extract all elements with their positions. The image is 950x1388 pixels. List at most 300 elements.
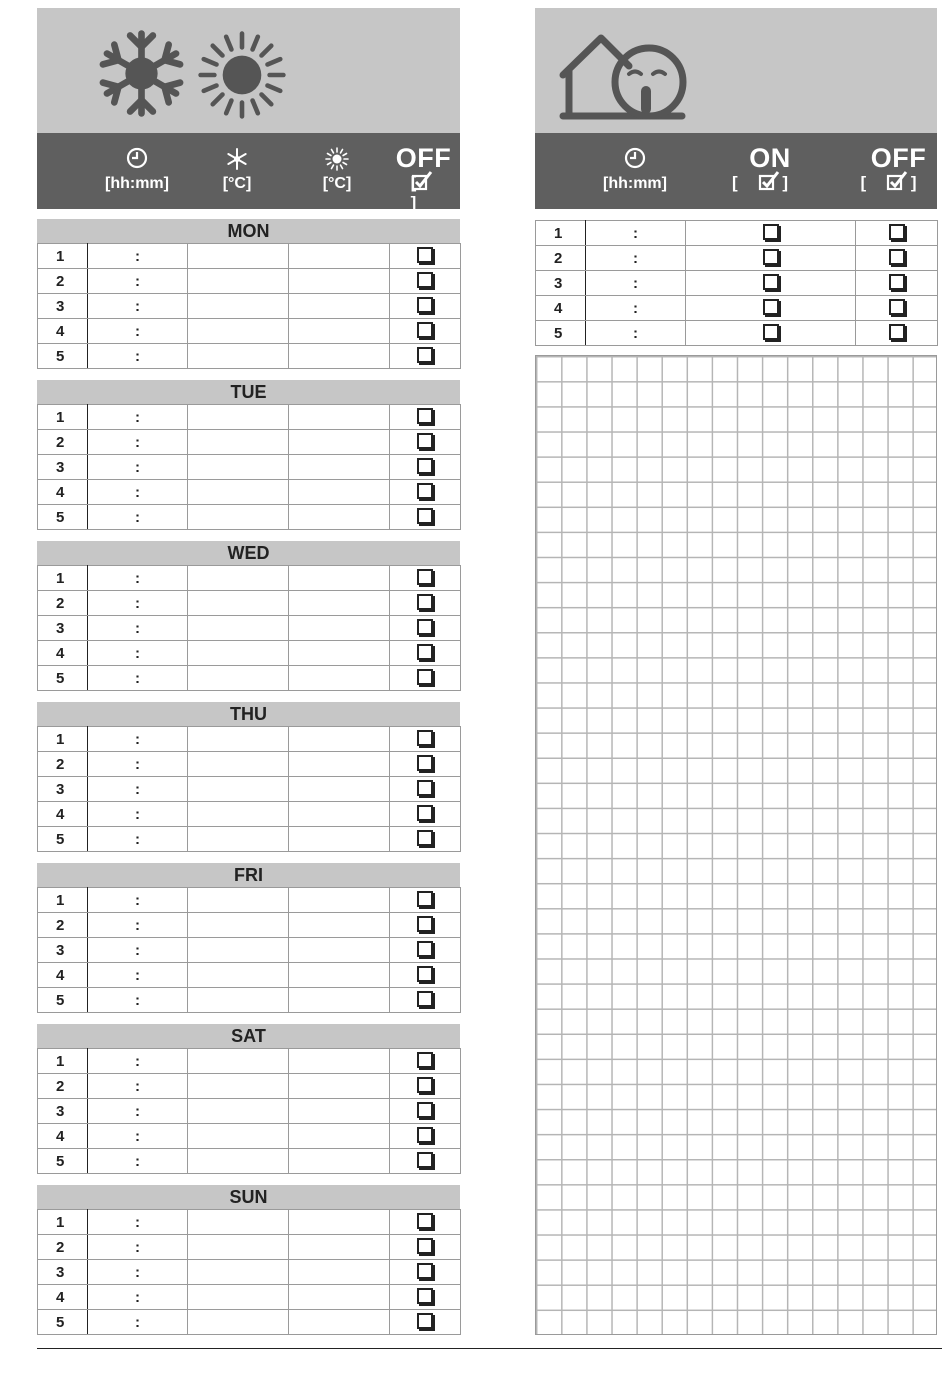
heat-temp-cell[interactable] — [289, 294, 390, 319]
off-cell — [856, 221, 938, 246]
table-row — [38, 294, 461, 319]
time-cell[interactable]: : — [586, 246, 686, 271]
time-cell[interactable]: : — [88, 1285, 188, 1310]
cool-temp-cell[interactable] — [188, 827, 289, 852]
row-number: 2 — [38, 430, 88, 455]
checkbox-icon[interactable] — [889, 324, 905, 340]
right-time-column-header — [585, 133, 685, 209]
checkbox-icon[interactable] — [417, 916, 433, 932]
cool-temp-cell[interactable] — [188, 430, 289, 455]
checkbox-icon[interactable] — [417, 730, 433, 746]
checkbox-icon[interactable] — [417, 966, 433, 982]
time-cell[interactable]: : — [88, 566, 188, 591]
heat-temp-cell[interactable] — [289, 963, 390, 988]
table-row — [38, 802, 461, 827]
row-number: 5 — [38, 1149, 88, 1174]
quiet-house-icon — [557, 30, 692, 125]
cool-temp-cell[interactable] — [188, 988, 289, 1013]
time-cell[interactable]: : — [586, 271, 686, 296]
heat-temp-cell[interactable] — [289, 1210, 390, 1235]
table-row — [536, 246, 938, 271]
checkmark-icon — [886, 171, 908, 191]
heat-temp-cell[interactable] — [289, 1260, 390, 1285]
day-section-thu — [37, 702, 460, 852]
table-row — [536, 321, 938, 346]
sun-icon — [196, 29, 288, 121]
heat-temp-cell[interactable] — [289, 1074, 390, 1099]
cool-temp-cell[interactable] — [188, 616, 289, 641]
time-cell[interactable]: : — [88, 777, 188, 802]
off-check-bracket: [ ] — [410, 173, 437, 212]
cool-temp-cell[interactable] — [188, 1124, 289, 1149]
row-number: 4 — [38, 1124, 88, 1149]
on-cell — [686, 296, 856, 321]
cool-temp-cell[interactable] — [188, 666, 289, 691]
off-cell — [390, 1310, 461, 1335]
checkbox-icon[interactable] — [417, 1263, 433, 1279]
heat-temp-cell[interactable] — [289, 344, 390, 369]
day-section-sun — [37, 1185, 460, 1335]
time-cell[interactable]: : — [88, 913, 188, 938]
row-number: 1 — [38, 1210, 88, 1235]
right-off-check-label — [860, 173, 937, 193]
checkbox-icon[interactable] — [417, 1127, 433, 1143]
on-check-label — [720, 173, 820, 193]
time-cell[interactable]: : — [88, 455, 188, 480]
off-cell — [390, 727, 461, 752]
row-number: 1 — [536, 221, 586, 246]
cool-temp-cell[interactable] — [188, 566, 289, 591]
checkbox-icon[interactable] — [417, 1152, 433, 1168]
table-row — [38, 455, 461, 480]
time-cell[interactable]: : — [586, 296, 686, 321]
time-cell[interactable]: : — [88, 963, 188, 988]
clock-icon — [624, 147, 646, 169]
time-cell[interactable]: : — [88, 641, 188, 666]
table-row — [38, 344, 461, 369]
day-section-mon — [37, 219, 460, 369]
heat-temp-cell[interactable] — [289, 1310, 390, 1335]
off-cell — [390, 802, 461, 827]
row-number: 1 — [38, 1049, 88, 1074]
checkbox-icon[interactable] — [417, 1052, 433, 1068]
heat-temp-cell[interactable] — [289, 727, 390, 752]
checkbox-icon[interactable] — [417, 408, 433, 424]
checkbox-icon[interactable] — [417, 991, 433, 1007]
off-cell — [856, 246, 938, 271]
checkmark-icon — [411, 171, 433, 191]
table-row — [38, 913, 461, 938]
checkbox-icon[interactable] — [417, 458, 433, 474]
off-cell — [390, 1210, 461, 1235]
time-cell[interactable]: : — [88, 405, 188, 430]
off-cell — [856, 296, 938, 321]
off-cell — [390, 505, 461, 530]
heat-column-header — [287, 133, 387, 209]
day-section-sat — [37, 1024, 460, 1174]
off-cell — [390, 294, 461, 319]
cool-temp-cell[interactable] — [188, 319, 289, 344]
cool-temp-cell[interactable] — [188, 455, 289, 480]
off-cell — [390, 566, 461, 591]
right-schedule-table — [535, 220, 937, 346]
row-number: 5 — [38, 344, 88, 369]
row-number: 2 — [38, 1235, 88, 1260]
time-cell[interactable]: : — [88, 244, 188, 269]
checkbox-icon[interactable] — [417, 644, 433, 660]
row-number: 4 — [38, 1285, 88, 1310]
time-cell[interactable]: : — [88, 752, 188, 777]
heat-temp-cell[interactable] — [289, 988, 390, 1013]
checkbox-icon[interactable] — [763, 299, 779, 315]
checkbox-icon[interactable] — [417, 569, 433, 585]
row-number: 3 — [38, 294, 88, 319]
row-number: 3 — [38, 1260, 88, 1285]
checkbox-icon[interactable] — [417, 297, 433, 313]
table-row — [38, 641, 461, 666]
heat-temp-cell[interactable] — [289, 938, 390, 963]
row-number: 5 — [38, 827, 88, 852]
time-column-header — [87, 133, 187, 209]
checkbox-icon[interactable] — [417, 347, 433, 363]
footer-rule — [37, 1348, 942, 1349]
cool-column-header — [187, 133, 287, 209]
cool-temp-cell[interactable] — [188, 1210, 289, 1235]
off-cell — [390, 938, 461, 963]
time-cell[interactable]: : — [88, 505, 188, 530]
off-cell — [390, 591, 461, 616]
cool-temp-cell[interactable] — [188, 938, 289, 963]
right-time-unit-label: [hh:mm] — [603, 175, 667, 192]
off-cell — [390, 913, 461, 938]
cool-temp-cell[interactable] — [188, 405, 289, 430]
row-number: 2 — [38, 591, 88, 616]
heat-temp-cell[interactable] — [289, 913, 390, 938]
on-cell — [686, 271, 856, 296]
off-cell — [390, 405, 461, 430]
cool-temp-cell[interactable] — [188, 1099, 289, 1124]
cool-temp-cell[interactable] — [188, 480, 289, 505]
checkbox-icon[interactable] — [417, 941, 433, 957]
row-number: 2 — [38, 752, 88, 777]
off-cell — [390, 888, 461, 913]
checkbox-icon[interactable] — [763, 249, 779, 265]
off-cell — [390, 244, 461, 269]
table-row — [38, 566, 461, 591]
table-row — [38, 1074, 461, 1099]
heat-temp-cell[interactable] — [289, 505, 390, 530]
heat-temp-cell[interactable] — [289, 269, 390, 294]
checkbox-icon[interactable] — [417, 1102, 433, 1118]
heat-temp-cell[interactable] — [289, 1285, 390, 1310]
off-cell — [856, 321, 938, 346]
off-cell — [390, 827, 461, 852]
on-cell — [686, 321, 856, 346]
cool-temp-cell[interactable] — [188, 591, 289, 616]
off-label: OFF — [395, 143, 452, 173]
cool-temp-cell[interactable] — [188, 1285, 289, 1310]
table-row — [38, 1049, 461, 1074]
heat-temp-cell[interactable] — [289, 641, 390, 666]
row-number: 5 — [38, 988, 88, 1013]
time-cell[interactable]: : — [586, 221, 686, 246]
sun-small-icon — [325, 147, 349, 171]
cool-temp-cell[interactable] — [188, 1074, 289, 1099]
time-cell[interactable]: : — [88, 1124, 188, 1149]
table-row — [38, 666, 461, 691]
cool-temp-cell[interactable] — [188, 344, 289, 369]
time-unit-label: [hh:mm] — [105, 175, 169, 192]
off-cell — [390, 1099, 461, 1124]
heat-temp-cell[interactable] — [289, 777, 390, 802]
cool-temp-cell[interactable] — [188, 1310, 289, 1335]
on-cell — [686, 246, 856, 271]
time-cell[interactable]: : — [88, 344, 188, 369]
off-cell — [390, 344, 461, 369]
checkbox-icon[interactable] — [417, 805, 433, 821]
time-cell[interactable]: : — [88, 938, 188, 963]
table-row — [38, 269, 461, 294]
checkbox-icon[interactable] — [417, 1288, 433, 1304]
snowflake-small-icon — [225, 147, 249, 171]
checkbox-icon[interactable] — [417, 780, 433, 796]
cool-temp-cell[interactable] — [188, 802, 289, 827]
row-number: 4 — [536, 296, 586, 321]
checkbox-icon[interactable] — [417, 830, 433, 846]
cool-temp-cell[interactable] — [188, 641, 289, 666]
heat-temp-cell[interactable] — [289, 1124, 390, 1149]
heat-temp-cell[interactable] — [289, 1049, 390, 1074]
time-cell[interactable]: : — [88, 802, 188, 827]
off-cell — [390, 1285, 461, 1310]
checkbox-icon[interactable] — [417, 483, 433, 499]
time-cell[interactable]: : — [88, 666, 188, 691]
checkbox-icon[interactable] — [889, 299, 905, 315]
table-row — [38, 1235, 461, 1260]
checkbox-icon[interactable] — [417, 322, 433, 338]
checkbox-icon[interactable] — [763, 274, 779, 290]
left-icon-banner — [37, 8, 460, 133]
table-row — [38, 727, 461, 752]
cool-temp-cell[interactable] — [188, 1149, 289, 1174]
checkbox-icon[interactable] — [417, 508, 433, 524]
day-section-wed — [37, 541, 460, 691]
day-header: SAT — [37, 1024, 460, 1048]
cool-temp-cell[interactable] — [188, 1049, 289, 1074]
cool-temp-cell[interactable] — [188, 294, 289, 319]
time-cell[interactable]: : — [88, 591, 188, 616]
off-check-label — [387, 173, 460, 213]
off-cell — [390, 455, 461, 480]
row-number: 1 — [38, 566, 88, 591]
time-cell[interactable]: : — [88, 1260, 188, 1285]
row-number: 2 — [38, 269, 88, 294]
cool-temp-cell[interactable] — [188, 505, 289, 530]
off-cell — [390, 269, 461, 294]
table-row — [38, 405, 461, 430]
off-cell — [390, 1074, 461, 1099]
checkbox-icon[interactable] — [417, 1238, 433, 1254]
cool-temp-cell[interactable] — [188, 1260, 289, 1285]
table-row — [38, 1149, 461, 1174]
row-number: 3 — [38, 616, 88, 641]
table-row — [38, 888, 461, 913]
checkbox-icon[interactable] — [417, 272, 433, 288]
day-header: WED — [37, 541, 460, 565]
checkbox-icon[interactable] — [417, 594, 433, 610]
right-icon-banner — [535, 8, 937, 133]
row-number: 2 — [536, 246, 586, 271]
right-off-check-bracket: [ ] — [860, 173, 937, 192]
heat-temp-cell[interactable] — [289, 480, 390, 505]
checkbox-icon[interactable] — [417, 619, 433, 635]
row-number: 4 — [38, 480, 88, 505]
off-cell — [390, 1260, 461, 1285]
off-cell — [390, 1149, 461, 1174]
table-row — [536, 296, 938, 321]
checkbox-icon[interactable] — [417, 1313, 433, 1329]
row-number: 5 — [38, 505, 88, 530]
day-header: MON — [37, 219, 460, 243]
heat-temp-cell[interactable] — [289, 319, 390, 344]
table-row — [38, 616, 461, 641]
day-header: THU — [37, 702, 460, 726]
off-cell — [390, 1049, 461, 1074]
heat-temp-cell[interactable] — [289, 455, 390, 480]
cool-temp-cell[interactable] — [188, 913, 289, 938]
right-column-header — [535, 133, 937, 209]
day-header: SUN — [37, 1185, 460, 1209]
time-cell[interactable]: : — [88, 616, 188, 641]
table-row — [38, 988, 461, 1013]
day-header: TUE — [37, 380, 460, 404]
checkbox-icon[interactable] — [417, 247, 433, 263]
off-cell — [390, 1235, 461, 1260]
heat-temp-cell[interactable] — [289, 430, 390, 455]
time-cell[interactable]: : — [88, 1235, 188, 1260]
heat-temp-cell[interactable] — [289, 1235, 390, 1260]
time-cell[interactable]: : — [586, 321, 686, 346]
right-off-column-header — [860, 133, 937, 209]
time-cell[interactable]: : — [88, 1074, 188, 1099]
time-cell[interactable]: : — [88, 1049, 188, 1074]
checkbox-icon[interactable] — [763, 224, 779, 240]
table-row — [38, 938, 461, 963]
cool-temp-cell[interactable] — [188, 888, 289, 913]
time-cell[interactable]: : — [88, 827, 188, 852]
heat-temp-cell[interactable] — [289, 405, 390, 430]
left-column-header — [37, 133, 460, 212]
heat-temp-cell[interactable] — [289, 752, 390, 777]
heat-temp-cell[interactable] — [289, 1149, 390, 1174]
row-number: 4 — [38, 963, 88, 988]
checkbox-icon[interactable] — [417, 891, 433, 907]
notes-grid[interactable] — [535, 355, 937, 1335]
off-cell — [390, 752, 461, 777]
checkbox-icon[interactable] — [417, 755, 433, 771]
cool-temp-cell[interactable] — [188, 269, 289, 294]
heat-temp-cell[interactable] — [289, 566, 390, 591]
checkbox-icon[interactable] — [889, 274, 905, 290]
off-cell — [390, 1124, 461, 1149]
off-column-header — [387, 133, 460, 212]
day-header: FRI — [37, 863, 460, 887]
table-row — [38, 963, 461, 988]
cool-temp-cell[interactable] — [188, 244, 289, 269]
time-cell[interactable]: : — [88, 888, 188, 913]
time-cell[interactable]: : — [88, 319, 188, 344]
table-row — [38, 430, 461, 455]
time-cell[interactable]: : — [88, 294, 188, 319]
time-cell[interactable]: : — [88, 1149, 188, 1174]
time-cell[interactable]: : — [88, 480, 188, 505]
heat-temp-cell[interactable] — [289, 244, 390, 269]
table-row — [38, 505, 461, 530]
on-cell — [686, 221, 856, 246]
cool-temp-cell[interactable] — [188, 777, 289, 802]
off-cell — [390, 430, 461, 455]
time-cell[interactable]: : — [88, 430, 188, 455]
heat-temp-cell[interactable] — [289, 591, 390, 616]
heat-temp-cell[interactable] — [289, 827, 390, 852]
checkbox-icon[interactable] — [417, 433, 433, 449]
row-number: 4 — [38, 802, 88, 827]
table-row — [536, 271, 938, 296]
heat-temp-cell[interactable] — [289, 616, 390, 641]
row-number: 1 — [38, 727, 88, 752]
checkbox-icon[interactable] — [417, 1213, 433, 1229]
table-row — [38, 319, 461, 344]
checkbox-icon[interactable] — [889, 224, 905, 240]
heat-temp-cell[interactable] — [289, 802, 390, 827]
on-check-bracket: [ ] — [731, 173, 809, 192]
checkbox-icon[interactable] — [889, 249, 905, 265]
cool-temp-cell[interactable] — [188, 727, 289, 752]
snowflake-icon — [94, 26, 189, 121]
time-cell[interactable]: : — [88, 269, 188, 294]
table-row — [38, 752, 461, 777]
checkmark-icon — [758, 171, 780, 191]
off-cell — [390, 480, 461, 505]
cool-temp-cell[interactable] — [188, 752, 289, 777]
cool-temp-cell[interactable] — [188, 1235, 289, 1260]
heat-temp-cell[interactable] — [289, 1099, 390, 1124]
time-cell[interactable]: : — [88, 1210, 188, 1235]
row-number: 3 — [38, 455, 88, 480]
time-cell[interactable]: : — [88, 1310, 188, 1335]
heat-temp-cell[interactable] — [289, 888, 390, 913]
time-cell[interactable]: : — [88, 988, 188, 1013]
table-row — [38, 1260, 461, 1285]
on-column-header — [720, 133, 820, 209]
off-cell — [390, 666, 461, 691]
time-cell[interactable]: : — [88, 727, 188, 752]
row-number: 5 — [38, 666, 88, 691]
time-cell[interactable]: : — [88, 1099, 188, 1124]
off-cell — [390, 319, 461, 344]
checkbox-icon[interactable] — [417, 1077, 433, 1093]
heat-temp-cell[interactable] — [289, 666, 390, 691]
checkbox-icon[interactable] — [417, 669, 433, 685]
row-number: 3 — [38, 777, 88, 802]
table-row — [38, 777, 461, 802]
row-number: 5 — [536, 321, 586, 346]
checkbox-icon[interactable] — [763, 324, 779, 340]
clock-icon — [126, 147, 148, 169]
cool-temp-cell[interactable] — [188, 963, 289, 988]
off-cell — [390, 641, 461, 666]
table-row — [38, 480, 461, 505]
